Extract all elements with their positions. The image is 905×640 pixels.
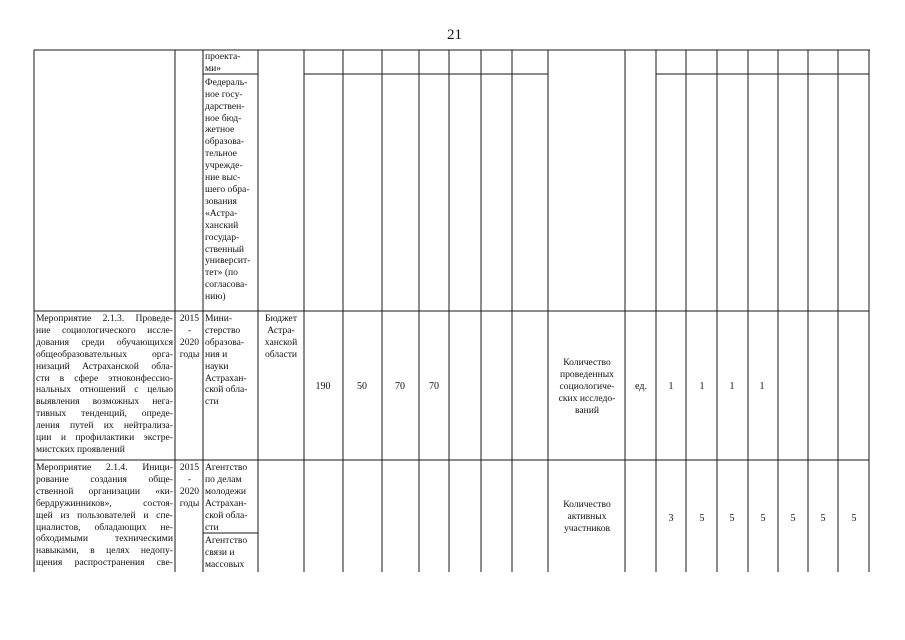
text-line: обходимыми техническими <box>36 533 173 545</box>
text-line: 2020 <box>179 485 200 497</box>
text-line: сти в сфере этноконфессио- <box>36 372 173 384</box>
text-line: ваний <box>574 404 600 416</box>
text-line: рование создания обще- <box>36 473 173 485</box>
text-line: ции и профилактики экстре- <box>36 432 173 444</box>
text-line: тельное <box>205 148 237 160</box>
text-line: - <box>187 473 192 485</box>
text-line: циалистов, обладающих не- <box>36 521 173 533</box>
funding-total: 190 <box>315 381 331 392</box>
text-line: зования <box>205 195 237 207</box>
top-executor-cell <box>205 51 257 303</box>
text-line: ственной организации «ки- <box>36 485 173 497</box>
text-line: ми» <box>205 62 222 74</box>
text-line: щей из пользователей и спе- <box>36 509 173 521</box>
text-line: ления путей их нейтрализа- <box>36 420 173 432</box>
indicator-cell-2-1-4 <box>549 499 625 535</box>
text-line: Бюджет <box>264 313 298 324</box>
text-line: ханской <box>264 336 298 348</box>
text-line: проведенных <box>560 368 614 380</box>
text-line: выявления возможных нега- <box>36 396 173 408</box>
executor2-cell-2-1-4 <box>205 535 257 571</box>
executor-cell-2-1-4 <box>205 462 257 533</box>
indicator-value: 1 <box>699 381 705 392</box>
period-cell-2-1-4 <box>176 462 203 510</box>
text-line: связи и <box>205 546 235 558</box>
text-line: годы <box>179 497 200 509</box>
funding-year: 50 <box>357 381 367 392</box>
text-line: Астра- <box>267 324 295 336</box>
text-line: 2020 <box>179 336 200 348</box>
text-line: молодежи <box>205 485 246 497</box>
indicator-value: 5 <box>699 513 705 524</box>
text-line: дарствен- <box>205 100 245 112</box>
text-line: сти <box>205 396 219 408</box>
text-line: Федераль- <box>205 76 248 88</box>
indicator-cell-2-1-3 <box>549 357 625 417</box>
text-line: науки <box>205 360 229 372</box>
text-line: «Астра- <box>205 207 238 219</box>
text-line: бердружинников», состоя- <box>36 497 173 509</box>
funding-year: 70 <box>429 381 439 392</box>
text-line: мистских проявлений <box>36 443 125 455</box>
text-line: тет» (по <box>205 267 238 279</box>
text-line: ние социологического иссле- <box>36 324 173 336</box>
text-line: ние выс- <box>205 172 241 184</box>
source-cell-2-1-3 <box>259 313 303 361</box>
text-line: социологиче- <box>559 380 615 392</box>
text-line: тивных тенденций, опреде- <box>36 408 173 420</box>
text-line: учрежде- <box>205 160 243 172</box>
text-line: проекта- <box>205 51 241 62</box>
text-line: - <box>187 324 192 336</box>
text-line: государ- <box>205 231 240 243</box>
text-line: стерство <box>205 324 241 336</box>
indicator-value: 5 <box>851 513 857 524</box>
text-line: Мини- <box>205 313 233 324</box>
text-line: низаций Астраханской обла- <box>36 360 173 372</box>
text-line: активных <box>567 510 607 522</box>
measure-cell-2-1-4 <box>36 462 173 569</box>
text-line: ских исследо- <box>558 392 616 404</box>
text-line: Мероприятие 2.1.4. Иници- <box>36 462 173 473</box>
text-line: 2015 <box>179 313 200 324</box>
text-line: ное бюд- <box>205 112 242 124</box>
text-line: нальных отношений с целью <box>36 384 173 396</box>
text-line: 2015 <box>179 462 200 473</box>
text-line: сти <box>205 521 219 533</box>
text-line: ской обла- <box>205 509 248 521</box>
indicator-value: 1 <box>729 381 735 392</box>
text-line: нию) <box>205 291 226 303</box>
text-line: по делам <box>205 473 242 485</box>
text-line: жетное <box>205 124 235 136</box>
funding-year: 70 <box>395 381 405 392</box>
text-line: области <box>264 348 298 360</box>
text-line: участников <box>563 522 611 534</box>
text-line: Количество <box>563 357 611 368</box>
text-line: шего обра- <box>205 183 250 195</box>
unit-cell: ед. <box>635 381 647 392</box>
text-line: Астрахан- <box>205 372 247 384</box>
indicator-value: 1 <box>668 381 674 392</box>
text-line: университ- <box>205 255 251 267</box>
text-line: общеобразовательных орга- <box>36 348 173 360</box>
text-line: согласова- <box>205 279 248 291</box>
indicator-value: 3 <box>668 513 674 524</box>
text-line: ное госу- <box>205 88 243 100</box>
period-cell-2-1-3 <box>176 313 203 361</box>
text-line: образова- <box>205 136 245 148</box>
page-number: 21 <box>447 27 462 43</box>
text-line: Астрахан- <box>205 497 247 509</box>
indicator-value: 5 <box>820 513 826 524</box>
text-line: дования среди обучающихся <box>36 336 173 348</box>
indicator-value: 5 <box>729 513 735 524</box>
text-line: годы <box>179 348 200 360</box>
text-line: Количество <box>563 499 611 510</box>
text-line: ния и <box>205 348 228 360</box>
text-line: Агентство <box>205 462 248 473</box>
text-line: ханский <box>205 219 239 231</box>
text-line: ской обла- <box>205 384 248 396</box>
measure-cell-2-1-3 <box>36 313 173 456</box>
text-line: Агентство <box>205 535 248 546</box>
indicator-value: 5 <box>760 513 766 524</box>
executor-cell-2-1-3 <box>205 313 257 408</box>
text-line: Мероприятие 2.1.3. Проведе- <box>36 313 173 324</box>
indicator-value: 5 <box>790 513 796 524</box>
text-line: щения распространения све- <box>36 557 173 569</box>
text-line: ственный <box>205 243 245 255</box>
text-line: массовых <box>205 558 245 570</box>
indicator-value: 1 <box>759 381 765 392</box>
text-line: навыками, в целях недопу- <box>36 545 173 557</box>
text-line: образова- <box>205 336 245 348</box>
